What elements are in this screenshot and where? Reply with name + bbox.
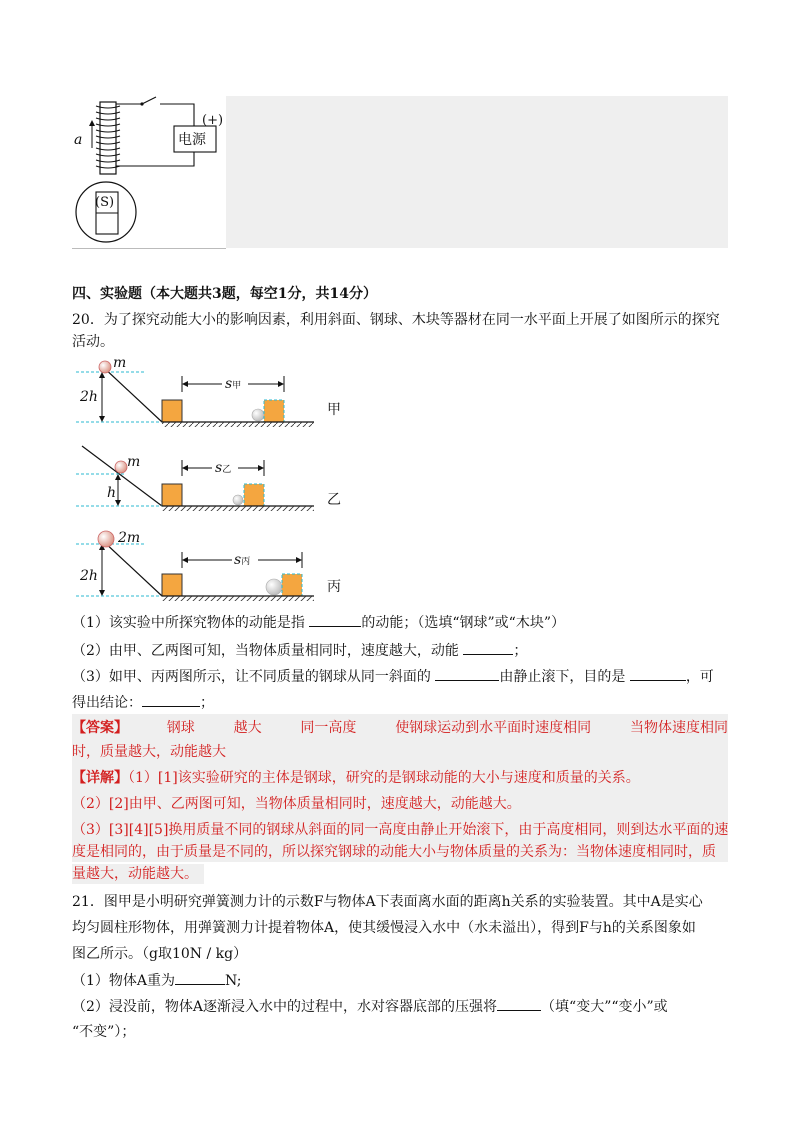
jia-name: 甲 bbox=[327, 402, 341, 418]
q20-stem-line2: 活动。 bbox=[72, 334, 114, 350]
yi-dist-sub: 乙 bbox=[222, 465, 232, 475]
height-arrow-bottom bbox=[99, 416, 105, 422]
jia-dist-s: s bbox=[225, 376, 233, 392]
ground-hatch bbox=[162, 506, 314, 511]
switch-blade bbox=[142, 97, 156, 104]
yi-height: h bbox=[107, 485, 117, 501]
q21-sub2-blank bbox=[497, 996, 541, 1011]
answer-4: 使钢球运动到水平面时速度相同 bbox=[395, 720, 592, 736]
answer-5: 当物体速度相同 bbox=[629, 720, 728, 736]
q20-stem-line1: 20．为了探究动能大小的影响因素，利用斜面、钢球、木块等器材在同一水平面上开展了如图所示的探究 bbox=[72, 312, 720, 328]
q20-sub1-text-a: （1）该实验中所探究物体的动能是指 bbox=[72, 615, 305, 631]
yi-mass: m bbox=[127, 454, 141, 470]
dist-arrow-left bbox=[182, 557, 188, 563]
ball-end bbox=[266, 579, 282, 595]
bing-height: 2h bbox=[80, 568, 98, 584]
q21-sub1 bbox=[72, 970, 242, 991]
q20-sub2-text-a: （2）由甲、乙两图可知，当物体质量相同时，速度越大，动能 bbox=[72, 643, 459, 659]
answer-line1 bbox=[72, 718, 728, 738]
switch-pivot bbox=[140, 102, 143, 105]
jia-mass: m bbox=[113, 355, 127, 371]
ball-end bbox=[233, 495, 243, 505]
detail-line2: （2）[2]由甲、乙两图可知，当物体质量相同时，速度越大，动能越大。 bbox=[72, 796, 521, 812]
section-title: 四、实验题（本大题共3题，每空1分，共14分） bbox=[72, 286, 377, 302]
jia-height: 2h bbox=[80, 389, 98, 405]
current-arrow-head bbox=[89, 120, 95, 126]
ball-end bbox=[252, 409, 264, 421]
bing-dist bbox=[234, 550, 250, 572]
block-end bbox=[282, 574, 302, 596]
q21-sub1-blank bbox=[175, 970, 225, 985]
detail-line5: 量越大，动能越大。 bbox=[72, 864, 204, 884]
q20-sub3 bbox=[72, 666, 714, 687]
dist-arrow-right bbox=[258, 465, 264, 471]
label-plus: (+) bbox=[202, 113, 224, 128]
answer-1: 钢球 bbox=[166, 720, 195, 736]
answer-3: 同一高度 bbox=[300, 720, 357, 736]
q20-sub1 bbox=[72, 612, 565, 633]
jia-dist-sub: 甲 bbox=[232, 381, 242, 391]
q20-sub3-line2 bbox=[72, 692, 214, 713]
q21-sub2-text-a: （2）浸没前，物体A逐渐浸入水中的过程中，水对容器底部的压强将 bbox=[72, 999, 498, 1015]
detail-label: 【详解】 bbox=[72, 770, 128, 786]
q20-sub3-text-b: 由静止滚下，目的是 bbox=[499, 669, 626, 685]
block-start bbox=[162, 574, 182, 596]
ball-start bbox=[99, 361, 111, 373]
q20-sub3-text-c: ，可 bbox=[685, 669, 714, 685]
detail-line4: 度是相同的，由于质量是不同的，所以探究钢球的动能大小与物体质量的关系为：当物体速度相同时，质 bbox=[72, 844, 716, 860]
bing-dist-sub: 丙 bbox=[241, 557, 251, 567]
q20-sub3-blank1 bbox=[435, 666, 499, 681]
block-start bbox=[162, 400, 182, 422]
detail-1: （1）[1]该实验研究的主体是钢球，研究的是钢球动能的大小与速度和质量的关系。 bbox=[128, 770, 640, 786]
answer-label: 【答案】 bbox=[72, 720, 128, 736]
q20-sub2 bbox=[72, 640, 527, 661]
q20-sub2-blank bbox=[463, 640, 513, 655]
q21-sub1-text-b: N; bbox=[225, 973, 242, 989]
q20-sub3-blank3 bbox=[142, 692, 200, 707]
bing-name: 丙 bbox=[327, 579, 341, 595]
q20-sub3-text-a: （3）如甲、丙两图所示，让不同质量的钢球从同一斜面的 bbox=[72, 669, 431, 685]
figure-panel-gray bbox=[226, 96, 728, 248]
dist-arrow-left bbox=[182, 381, 188, 387]
label-compass-s: (S) bbox=[95, 195, 115, 210]
q20-sub3-blank2 bbox=[630, 666, 686, 681]
yi-dist-s: s bbox=[215, 460, 223, 476]
dist-arrow-left bbox=[182, 465, 188, 471]
ground-hatch bbox=[162, 596, 314, 601]
jia-dist bbox=[225, 374, 241, 396]
detail-line3: （3）[3][4][5]换用质量不同的钢球从斜面的同一高度由静止开始滚下，由于高度相同，则到达水平面的速 bbox=[72, 822, 729, 838]
q21-sub2-line2: “不变”）； bbox=[72, 1024, 136, 1040]
yi-dist bbox=[215, 458, 231, 480]
answer-line2: 时，质量越大，动能越大 bbox=[72, 744, 226, 760]
dist-arrow-right bbox=[296, 557, 302, 563]
circuit-wire-right bbox=[160, 104, 194, 126]
q21-line1: 21．图甲是小明研究弹簧测力计的示数F与物体A下表面离水面的距离h关系的实验装置。其中A是实心 bbox=[72, 894, 703, 910]
q21-line3: 图乙所示。（g取10N / kg） bbox=[72, 946, 248, 962]
label-power: 电源 bbox=[178, 132, 206, 148]
q20-sub1-blank bbox=[309, 612, 361, 627]
q21-sub1-text-a: （1）物体A重为 bbox=[72, 973, 176, 989]
label-a: a bbox=[74, 132, 83, 148]
q21-sub2-text-b: （填“变大”“变小”或 bbox=[541, 999, 668, 1015]
ball-start bbox=[115, 461, 127, 473]
q20-sub2-text-b: ； bbox=[513, 643, 528, 659]
bing-mass: 2m bbox=[118, 530, 141, 546]
incline bbox=[102, 366, 162, 422]
q20-sub3-text-e: ； bbox=[200, 695, 214, 711]
circuit-wire-bottom bbox=[116, 152, 194, 166]
block-end bbox=[244, 484, 264, 506]
answer-2: 越大 bbox=[233, 720, 262, 736]
yi-name: 乙 bbox=[327, 492, 341, 508]
q21-line2: 均匀圆柱形物体，用弹簧测力计提着物体A，使其缓慢浸入水中（水未溢出），得到F与h的关系图象如 bbox=[72, 920, 696, 936]
q21-sub2 bbox=[72, 996, 668, 1017]
q20-sub1-text-b: 的动能；（选填“钢球”或“木块”） bbox=[361, 615, 565, 631]
dist-arrow-right bbox=[278, 381, 284, 387]
ball-start bbox=[98, 531, 114, 547]
ground-hatch bbox=[162, 422, 314, 427]
incline bbox=[102, 540, 162, 596]
block-start bbox=[162, 484, 182, 506]
bing-dist-s: s bbox=[234, 552, 242, 568]
height-arrow-bottom bbox=[99, 590, 105, 596]
block-end bbox=[264, 400, 284, 422]
q20-sub3-text-d: 得出结论： bbox=[72, 695, 142, 711]
detail-line1 bbox=[72, 768, 640, 788]
incline bbox=[82, 446, 162, 506]
